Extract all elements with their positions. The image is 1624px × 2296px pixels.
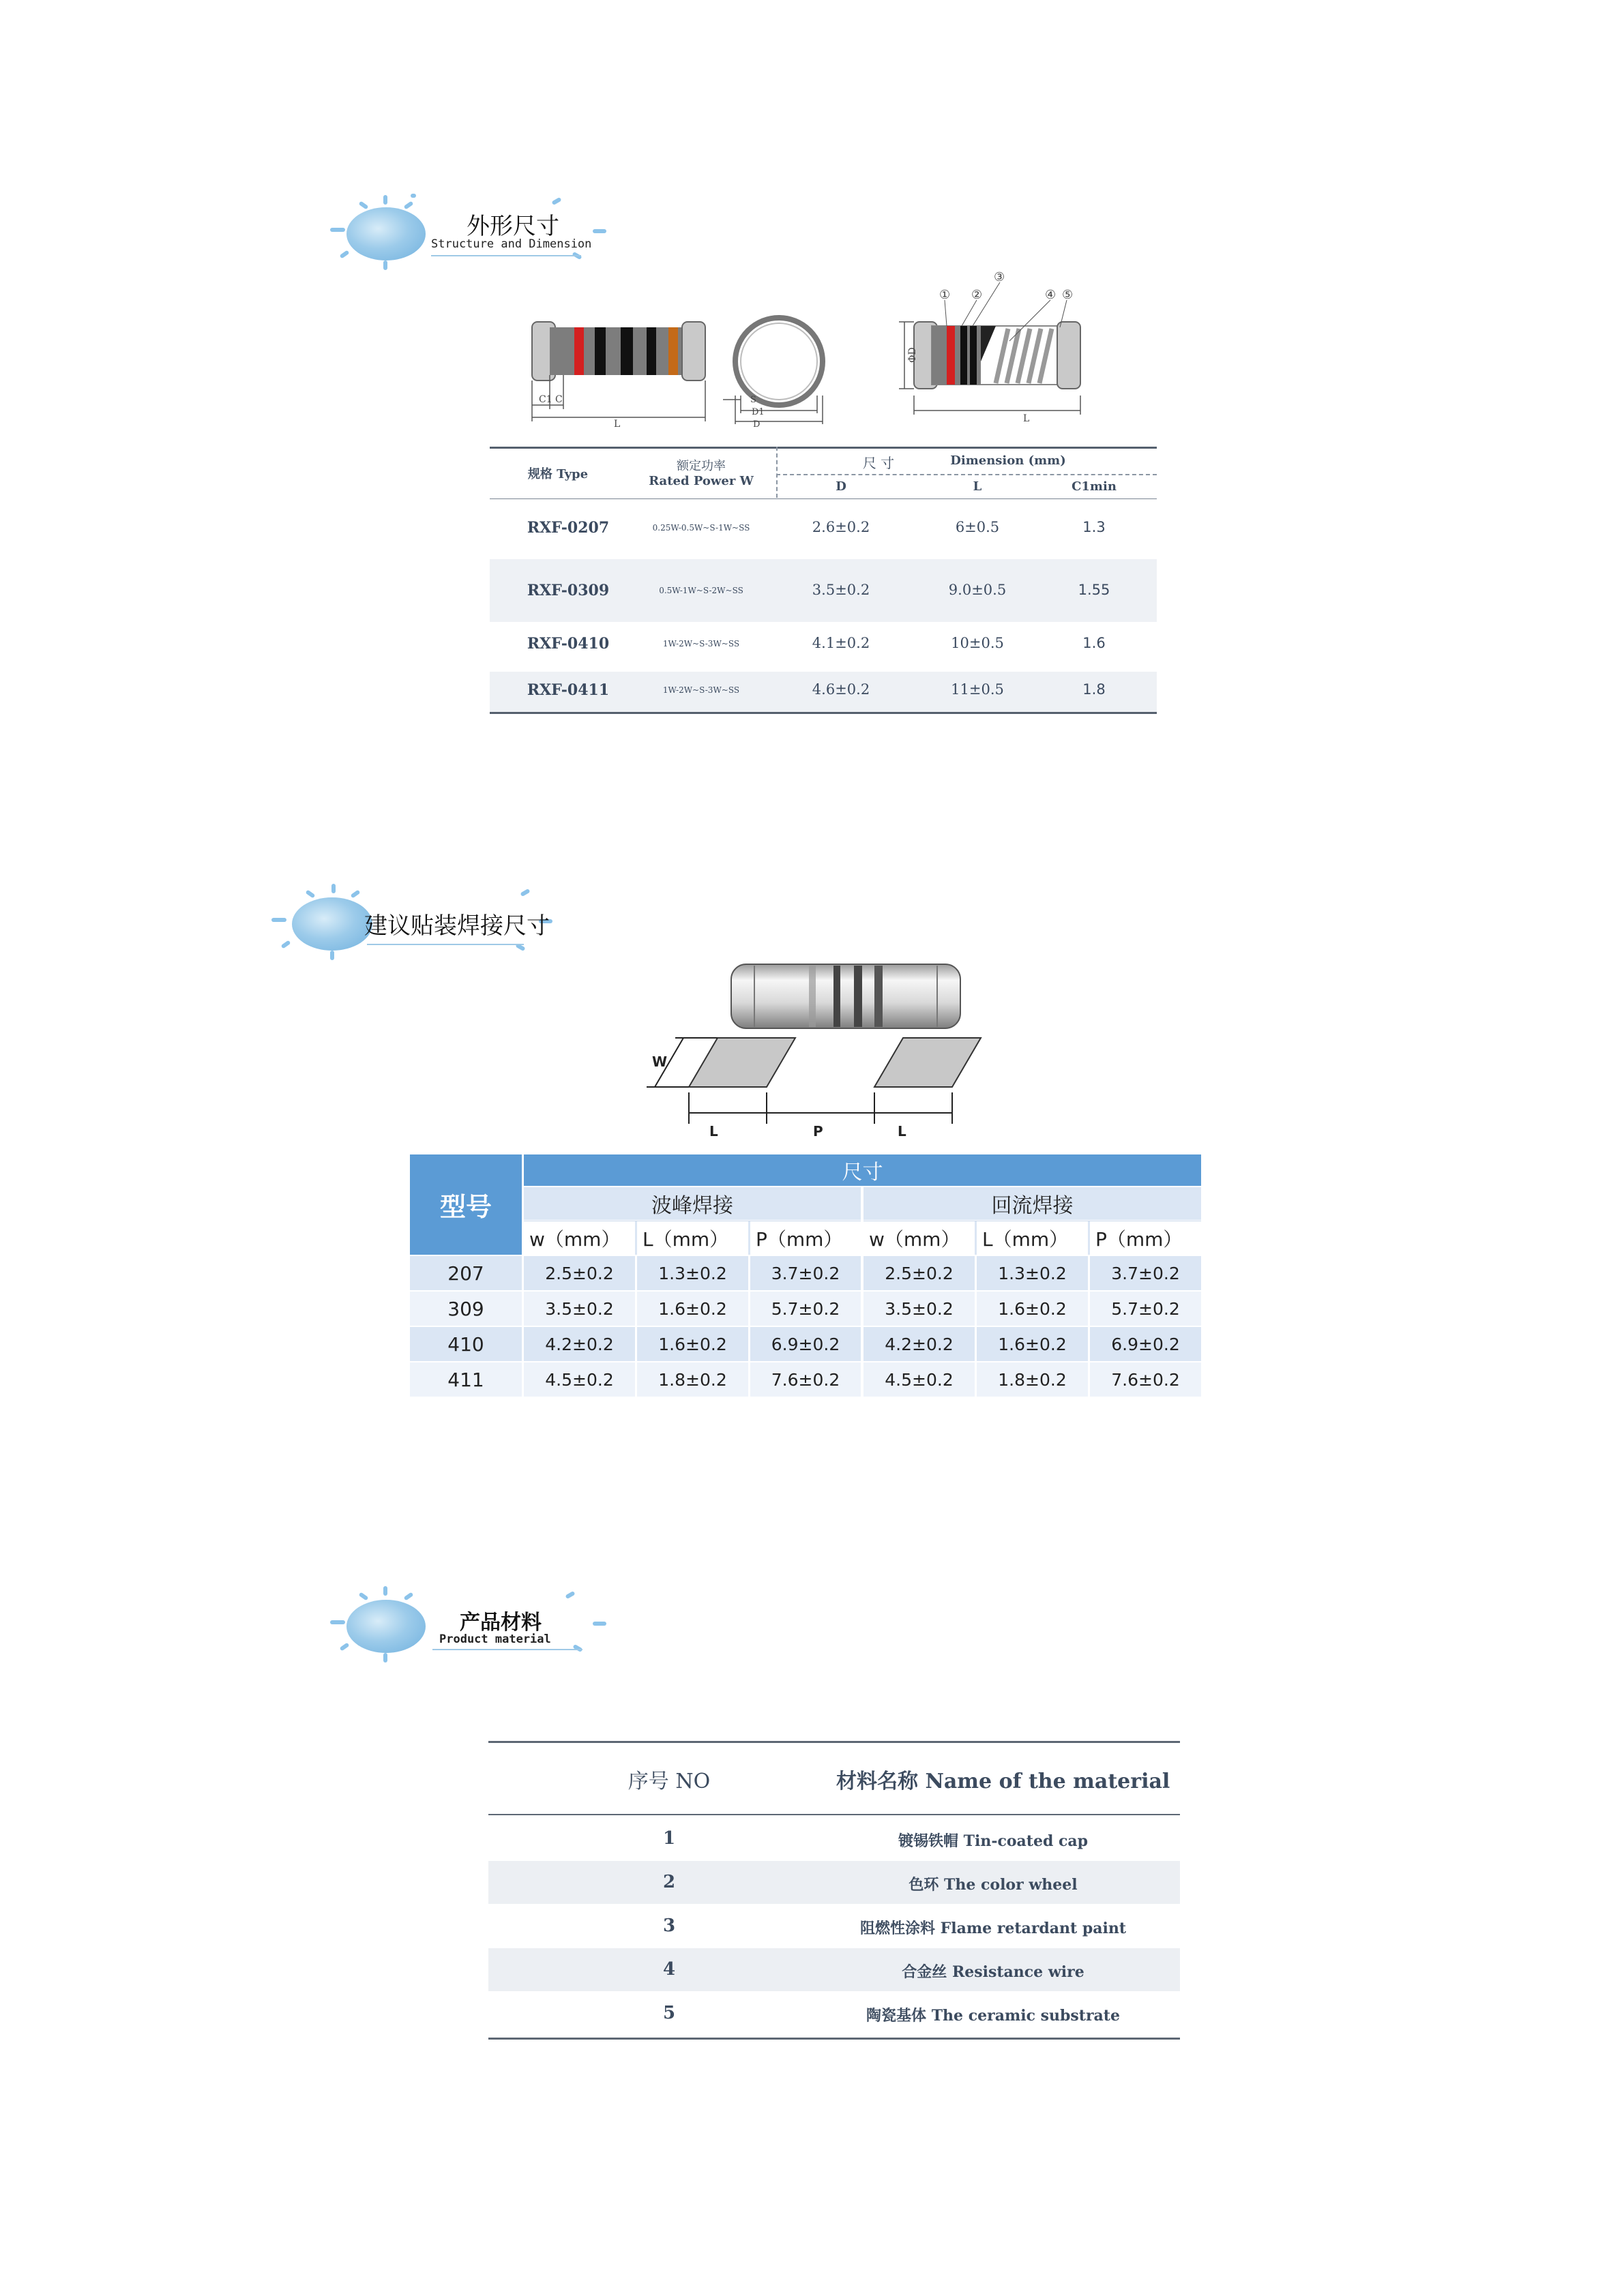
section-title-material-en: Product material [439, 1632, 551, 1646]
row-4-d: 4.6±0.2 [812, 681, 870, 698]
pad-label-p: P [813, 1123, 823, 1139]
header-c1: C1min [1072, 479, 1117, 494]
row-2-power: 0.5W-1W~S-2W~SS [659, 586, 743, 595]
callout-5: ⑤ [1062, 288, 1074, 302]
solder-row-value: 3.5±0.2 [863, 1292, 975, 1326]
solder-row-value: 1.8±0.2 [977, 1362, 1088, 1397]
header-no: 序号 NO [628, 1770, 711, 1793]
subheader-reflow-l: L（mm） [977, 1221, 1088, 1255]
row-2-l: 9.0±0.5 [948, 582, 1007, 598]
solder-row-value: 4.2±0.2 [863, 1327, 975, 1361]
header-dim-cn: 尺 寸 [862, 455, 895, 471]
section-header-structure [330, 195, 617, 270]
solder-row-value: 1.6±0.2 [977, 1327, 1088, 1361]
solder-pads [689, 1038, 981, 1087]
row-3-power: 1W-2W~S-3W~SS [662, 639, 740, 648]
material-row-name: 阻燃性涂料 Flame retardant paint [859, 1920, 1127, 1937]
material-table [488, 1741, 1180, 2040]
callout-2: ② [971, 288, 983, 302]
label-c: C [555, 394, 563, 405]
solder-row-value: 5.7±0.2 [750, 1292, 861, 1326]
header-d: D [836, 479, 846, 494]
row-1-type: RXF-0207 [527, 519, 610, 537]
row-4-power: 1W-2W~S-3W~SS [662, 685, 740, 695]
row-1-c1: 1.3 [1082, 519, 1106, 535]
solder-row-value: 1.6±0.2 [637, 1327, 748, 1361]
solder-row-value: 1.3±0.2 [637, 1256, 748, 1290]
header-power-cn: 额定功率 [677, 459, 726, 473]
material-row-no: 4 [662, 1959, 676, 1980]
label-d: D [753, 419, 761, 430]
solder-row-value: 7.6±0.2 [1090, 1362, 1201, 1397]
solder-row-value: 4.5±0.2 [524, 1362, 635, 1397]
section-title-structure-cn: 外形尺寸 [467, 213, 559, 240]
section-header-soldering [271, 884, 558, 959]
resistor-structure-diagram [518, 266, 1146, 430]
badge-ellipse [292, 897, 372, 951]
row-3-c1: 1.6 [1082, 635, 1106, 651]
row-1-l: 6±0.5 [955, 519, 1000, 535]
header-size: 尺寸 [524, 1154, 1201, 1186]
solder-row-value: 1.6±0.2 [637, 1292, 748, 1326]
row-4-l: 11±0.5 [951, 681, 1004, 698]
solder-table [410, 1154, 1201, 1399]
solder-row-value: 4.5±0.2 [863, 1362, 975, 1397]
solder-row-value: 3.7±0.2 [750, 1256, 861, 1290]
material-row-name: 合金丝 Resistance wire [902, 1963, 1084, 1981]
row-3-type: RXF-0410 [527, 635, 610, 653]
badge-ellipse [346, 1600, 426, 1653]
solder-row-model: 411 [410, 1362, 522, 1397]
label-s: S [750, 395, 756, 405]
solder-row-model: 309 [410, 1292, 522, 1326]
section-title-material-cn: 产品材料 [460, 1611, 542, 1635]
dimension-table [490, 447, 1157, 714]
solder-row-value: 3.7±0.2 [1090, 1256, 1201, 1290]
solder-row-value: 3.5±0.2 [524, 1292, 635, 1326]
solder-row-value: 2.5±0.2 [863, 1256, 975, 1290]
material-row-no: 2 [662, 1872, 676, 1892]
subheader-wave-p: P（mm） [750, 1221, 861, 1255]
material-row-no: 3 [662, 1915, 676, 1936]
subheader-wave-w: w（mm） [524, 1221, 635, 1255]
label-l2: L [1023, 413, 1030, 424]
row-4-type: RXF-0411 [527, 681, 610, 699]
resistor-end-view [723, 318, 823, 430]
pad-label-w: W [652, 1054, 668, 1070]
solder-row-value: 2.5±0.2 [524, 1256, 635, 1290]
header-dim-en: Dimension (mm) [950, 453, 1066, 468]
pad-label-l1: L [709, 1123, 718, 1139]
label-d1: D1 [752, 407, 765, 417]
callout-4: ④ [1045, 288, 1057, 302]
row-1-d: 2.6±0.2 [812, 519, 870, 535]
material-row-name: 镀锡铁帽 Tin-coated cap [898, 1832, 1089, 1850]
subheader-reflow-w: w（mm） [863, 1221, 975, 1255]
row-2-d: 3.5±0.2 [812, 582, 870, 598]
row-3-d: 4.1±0.2 [812, 635, 870, 651]
row-2-c1: 1.55 [1078, 582, 1110, 598]
solder-row-value: 7.6±0.2 [750, 1362, 861, 1397]
header-l: L [973, 479, 982, 494]
subheader-wave-l: L（mm） [637, 1221, 748, 1255]
header-reflow: 回流焊接 [863, 1187, 1201, 1220]
solder-row-value: 5.7±0.2 [1090, 1292, 1201, 1326]
subheader-reflow-p: P（mm） [1090, 1221, 1201, 1255]
header-type: 规格 Type [527, 467, 589, 481]
solder-row-value: 6.9±0.2 [750, 1327, 861, 1361]
pad-label-l2: L [898, 1123, 906, 1139]
label-phi-d: ΦD [907, 347, 918, 363]
row-4-c1: 1.8 [1082, 681, 1106, 698]
material-row-no: 5 [662, 2003, 676, 2023]
resistor-cutaway-view [899, 270, 1080, 424]
header-power-en: Rated Power W [649, 474, 754, 488]
badge-ellipse [346, 207, 426, 260]
solder-row-value: 1.3±0.2 [977, 1256, 1088, 1290]
row-2-type: RXF-0309 [527, 582, 610, 599]
callout-3: ③ [994, 270, 1005, 284]
header-model: 型号 [410, 1154, 522, 1255]
material-row-no: 1 [662, 1828, 676, 1849]
solder-row-value: 6.9±0.2 [1090, 1327, 1201, 1361]
material-row-name: 色环 The color wheel [909, 1876, 1078, 1894]
solder-row-value: 4.2±0.2 [524, 1327, 635, 1361]
section-header-material [330, 1586, 617, 1661]
solder-row-value: 1.8±0.2 [637, 1362, 748, 1397]
callout-1: ① [939, 288, 951, 302]
solder-row-model: 410 [410, 1327, 522, 1361]
section-title-soldering-cn: 建议贴装焊接尺寸 [364, 912, 550, 940]
solder-row-value: 1.6±0.2 [977, 1292, 1088, 1326]
solder-row-model: 207 [410, 1256, 522, 1290]
header-wave: 波峰焊接 [524, 1187, 861, 1220]
row-3-l: 10±0.5 [951, 635, 1004, 651]
resistor-3d [731, 964, 960, 1028]
label-l: L [614, 419, 621, 430]
material-row-name: 陶瓷基体 The ceramic substrate [866, 2007, 1120, 2025]
solder-pad-diagram [634, 952, 1003, 1143]
label-c1: C1 [539, 394, 552, 405]
resistor-side-view [532, 322, 705, 430]
header-material-name: 材料名称 Name of the material [836, 1770, 1170, 1793]
section-title-structure-en: Structure and Dimension [431, 237, 592, 251]
row-1-power: 0.25W-0.5W~S-1W~SS [652, 523, 750, 533]
